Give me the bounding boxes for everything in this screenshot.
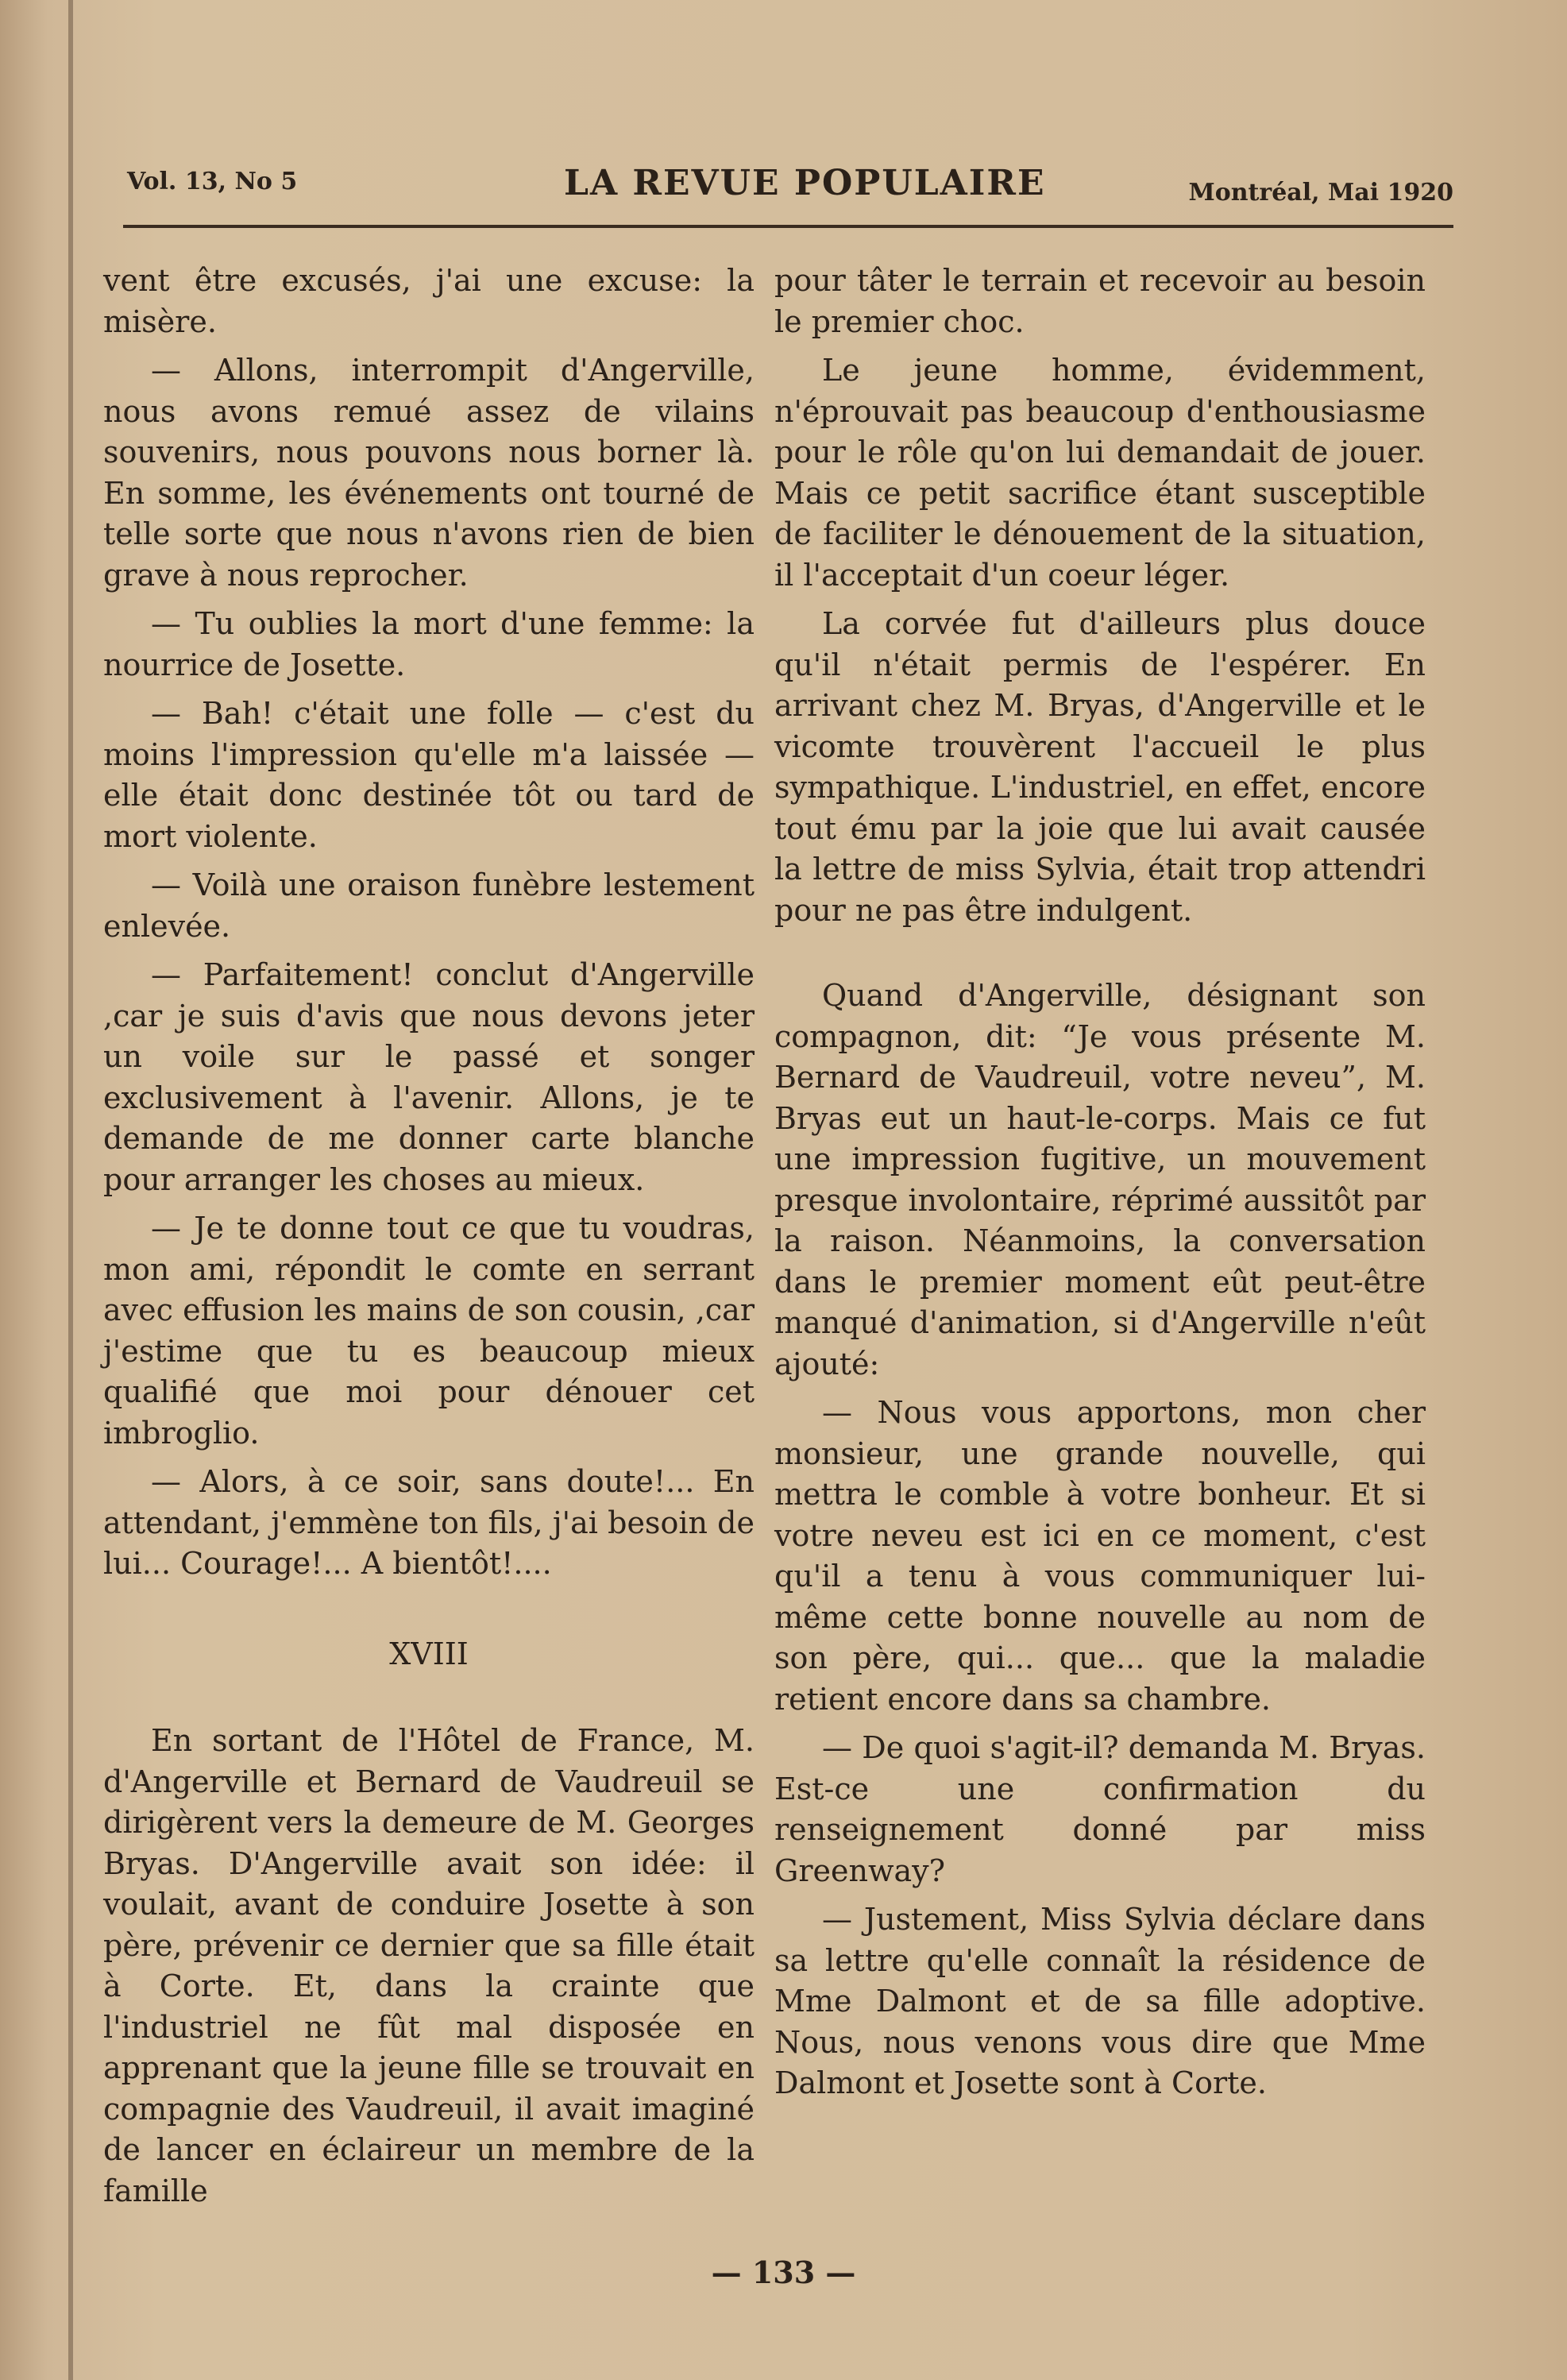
paragraph: — Justement, Miss Sylvia déclare dans sa lettre qu'elle connaît la résidence de Mme Dalmont et de sa fille adoptive. Nous, nous venons vous dire que Mme Dalmont et Josette sont à Corte. [774, 1902, 1426, 2100]
paragraph: — Bah! c'était une folle — c'est du moins l'impression qu'elle m'a laissée — elle était donc destinée tôt ou tard de mort violente. [103, 696, 755, 854]
paragraph: — Je te donne tout ce que tu voudras, mon ami, répondit le comte en serrant avec effusion les mains de son cousin, ,car j'estime que tu es beaucoup mieux qualifié que moi pour dénouer cet imbroglio. [103, 1211, 755, 1451]
left-column [103, 261, 755, 2220]
paragraph: — Allons, interrompit d'Angerville, nous avons remué assez de vilains souvenirs, nous pouvons nous borner là. En somme, les événements ont tourné de telle sorte que nous n'avons rien de bien grave à nous reprocher. [103, 353, 755, 593]
paragraph-gap [774, 939, 1426, 976]
paragraph: — Voilà une oraison funèbre lestement enlevée. [103, 867, 755, 944]
paragraph: vent être excusés, j'ai une excuse: la misère. [103, 263, 755, 339]
paragraph: — Tu oublies la mort d'une femme: la nourrice de Josette. [103, 606, 755, 682]
paragraph: En sortant de l'Hôtel de France, M. d'Angerville et Bernard de Vaudreuil se dirigèrent vers la demeure de M. Georges Bryas. D'Angerville avait son idée: il voulait, avant de conduire Josette à son père, prévenir ce dernier que sa fille était à Corte. Et, dans la crainte que l'industriel ne fût mal disposée en apprenant que la jeune fille se trouvait en compagnie des Vaudreuil, il avait imaginé de lancer en éclaireur un membre de la famille [103, 1723, 755, 2208]
paragraph: — De quoi s'agit-il? demanda M. Bryas. Est-ce une confirmation du renseignement donné par miss Greenway? [774, 1730, 1426, 1888]
header-date: Montréal, Mai 1920 [1188, 179, 1453, 207]
paragraph: La corvée fut d'ailleurs plus douce qu'il n'était permis de l'espérer. En arrivant chez M. Bryas, d'Angerville et le vicomte trouvèrent l'accueil le plus sympathique. L'industriel, en effet, encore tout ému par la joie que lui avait causée la lettre de miss Sylvia, était trop attendri pour ne pas être indulgent. [774, 606, 1426, 928]
header-title: LA REVUE POPULAIRE [564, 163, 1046, 203]
paragraph: pour tâter le terrain et recevoir au besoin le premier choc. [774, 263, 1426, 339]
paragraph: — Parfaitement! conclut d'Angerville ,car je suis d'avis que nous devons jeter un voile sur le passé et songer exclusivement à l'avenir. Allons, je te demande de me donner carte blanche pour arranger les choses au mieux. [103, 957, 755, 1197]
paragraph: Le jeune homme, évidemment, n'éprouvait pas beaucoup d'enthousiasme pour le rôle qu'on lui demandait de jouer. Mais ce petit sacrifice étant susceptible de faciliter le dénouement de la situation, il l'acceptait d'un coeur léger. [774, 353, 1426, 593]
right-column [774, 261, 1426, 2112]
binding-edge [68, 0, 73, 2380]
paragraph: — Nous vous apportons, mon cher monsieur, une grande nouvelle, qui mettra le comble à votre bonheur. Et si votre neveu est ici en ce moment, c'est qu'il a tenu à vous communiquer lui-même cette bonne nouvelle au nom de son père, qui... que... que la maladie retient encore dans sa chambre. [774, 1395, 1426, 1717]
paragraph: Quand d'Angerville, désignant son compagnon, dit: “Je vous présente M. Bernard de Vaudreuil, votre neveu”, M. Bryas eut un haut-le-corps. Mais ce fut une impression fugitive, un mouvement presque involontaire, réprimé aussitôt par la raison. Néanmoins, la conversation dans le premier moment eût peut-être manqué d'animation, si d'Angerville n'eût ajouté: [774, 978, 1426, 1381]
header-rule [123, 225, 1453, 228]
section-heading: XVIII [389, 1636, 469, 1671]
paragraph: — Alors, à ce soir, sans doute!... En attendant, j'emmène ton fils, j'ai besoin de lui... Courage!... A bientôt!.... [103, 1464, 755, 1581]
running-header [127, 163, 1453, 211]
header-volume: Vol. 13, No 5 [127, 168, 298, 195]
page-number: — 133 — [711, 2254, 856, 2290]
